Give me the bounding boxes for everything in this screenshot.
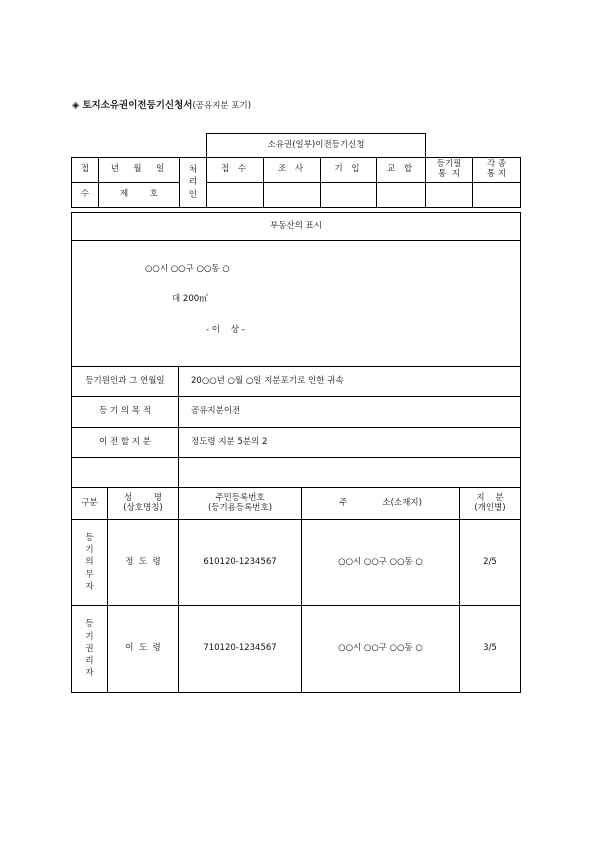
property-heading: 부동산의 표시	[72, 213, 521, 241]
name-header: 성 명 (상호명칭)	[108, 488, 179, 520]
purpose-label: 등 기 의 목 적	[72, 397, 179, 428]
property-end: - 이 상 -	[206, 325, 245, 335]
receipt-table	[71, 133, 521, 208]
col-review: 조 사	[264, 158, 321, 183]
obligee-id[interactable]: 710120-1234567	[179, 606, 302, 693]
title-main: 토지소유권이전등기신청서	[82, 100, 193, 111]
number-label: 제 호	[99, 183, 180, 208]
col-completion-notice: 등기필 통 지	[426, 158, 473, 183]
obligor-share[interactable]: 2/5	[460, 520, 521, 606]
application-form	[71, 212, 521, 693]
obligor-id[interactable]: 610120-1234567	[179, 520, 302, 606]
blank-value[interactable]	[179, 458, 521, 488]
col-various-notice: 각 종 통 지	[473, 158, 521, 183]
cell-entry[interactable]	[321, 183, 377, 208]
property-area: 대 200㎡	[172, 294, 208, 304]
application-label: 소유권(일부)이전등기신청	[207, 134, 426, 158]
diamond-bullet-icon: ◈	[72, 100, 80, 111]
cell-various-notice[interactable]	[473, 183, 521, 208]
property-address: ○○시 ○○구 ○○동 ○	[145, 264, 230, 274]
obligee-name[interactable]: 이 도 령	[108, 606, 179, 693]
receipt-label-2: 수	[72, 183, 99, 208]
cause-value[interactable]: 20○○년 ○월 ○일 지분포기로 인한 귀속	[179, 367, 521, 397]
date-label: 년 월 일	[99, 158, 180, 183]
obligor-row	[72, 520, 521, 606]
obligee-address[interactable]: ○○시 ○○구 ○○동 ○	[302, 606, 460, 693]
title-sub: (공유지분 포기)	[192, 101, 252, 111]
processor-label: 처 리 인	[180, 158, 207, 208]
purpose-value[interactable]: 공유지분이전	[179, 397, 521, 428]
cell-review[interactable]	[264, 183, 321, 208]
share-transfer-value[interactable]: 정도령 지분 5분의 2	[179, 428, 521, 458]
cell-receipt[interactable]	[207, 183, 264, 208]
col-receipt: 접 수	[207, 158, 264, 183]
share-transfer-label: 이 전 할 지 분	[72, 428, 179, 458]
col-check: 교 합	[377, 158, 426, 183]
obligor-name[interactable]: 정 도 령	[108, 520, 179, 606]
cell-completion-notice[interactable]	[426, 183, 473, 208]
address-header: 주 소(소재지)	[302, 488, 460, 520]
obligee-row	[72, 606, 521, 693]
document-title	[72, 97, 251, 111]
obligor-address[interactable]: ○○시 ○○구 ○○동 ○	[302, 520, 460, 606]
obligee-role: 등 기 권 리 자	[72, 606, 108, 693]
share-header: 지 분 (개인별)	[460, 488, 521, 520]
obligee-share[interactable]: 3/5	[460, 606, 521, 693]
kind-header: 구분	[72, 488, 108, 520]
id-header: 주민등록번호 (등기용등록번호)	[179, 488, 302, 520]
cause-label: 등기원인과 그 연월일	[72, 367, 179, 397]
property-description	[72, 241, 521, 367]
obligor-role: 등 기 의 무 자	[72, 520, 108, 606]
receipt-label: 접	[72, 158, 99, 183]
cell-check[interactable]	[377, 183, 426, 208]
blank-label	[72, 458, 179, 488]
col-entry: 기 입	[321, 158, 377, 183]
